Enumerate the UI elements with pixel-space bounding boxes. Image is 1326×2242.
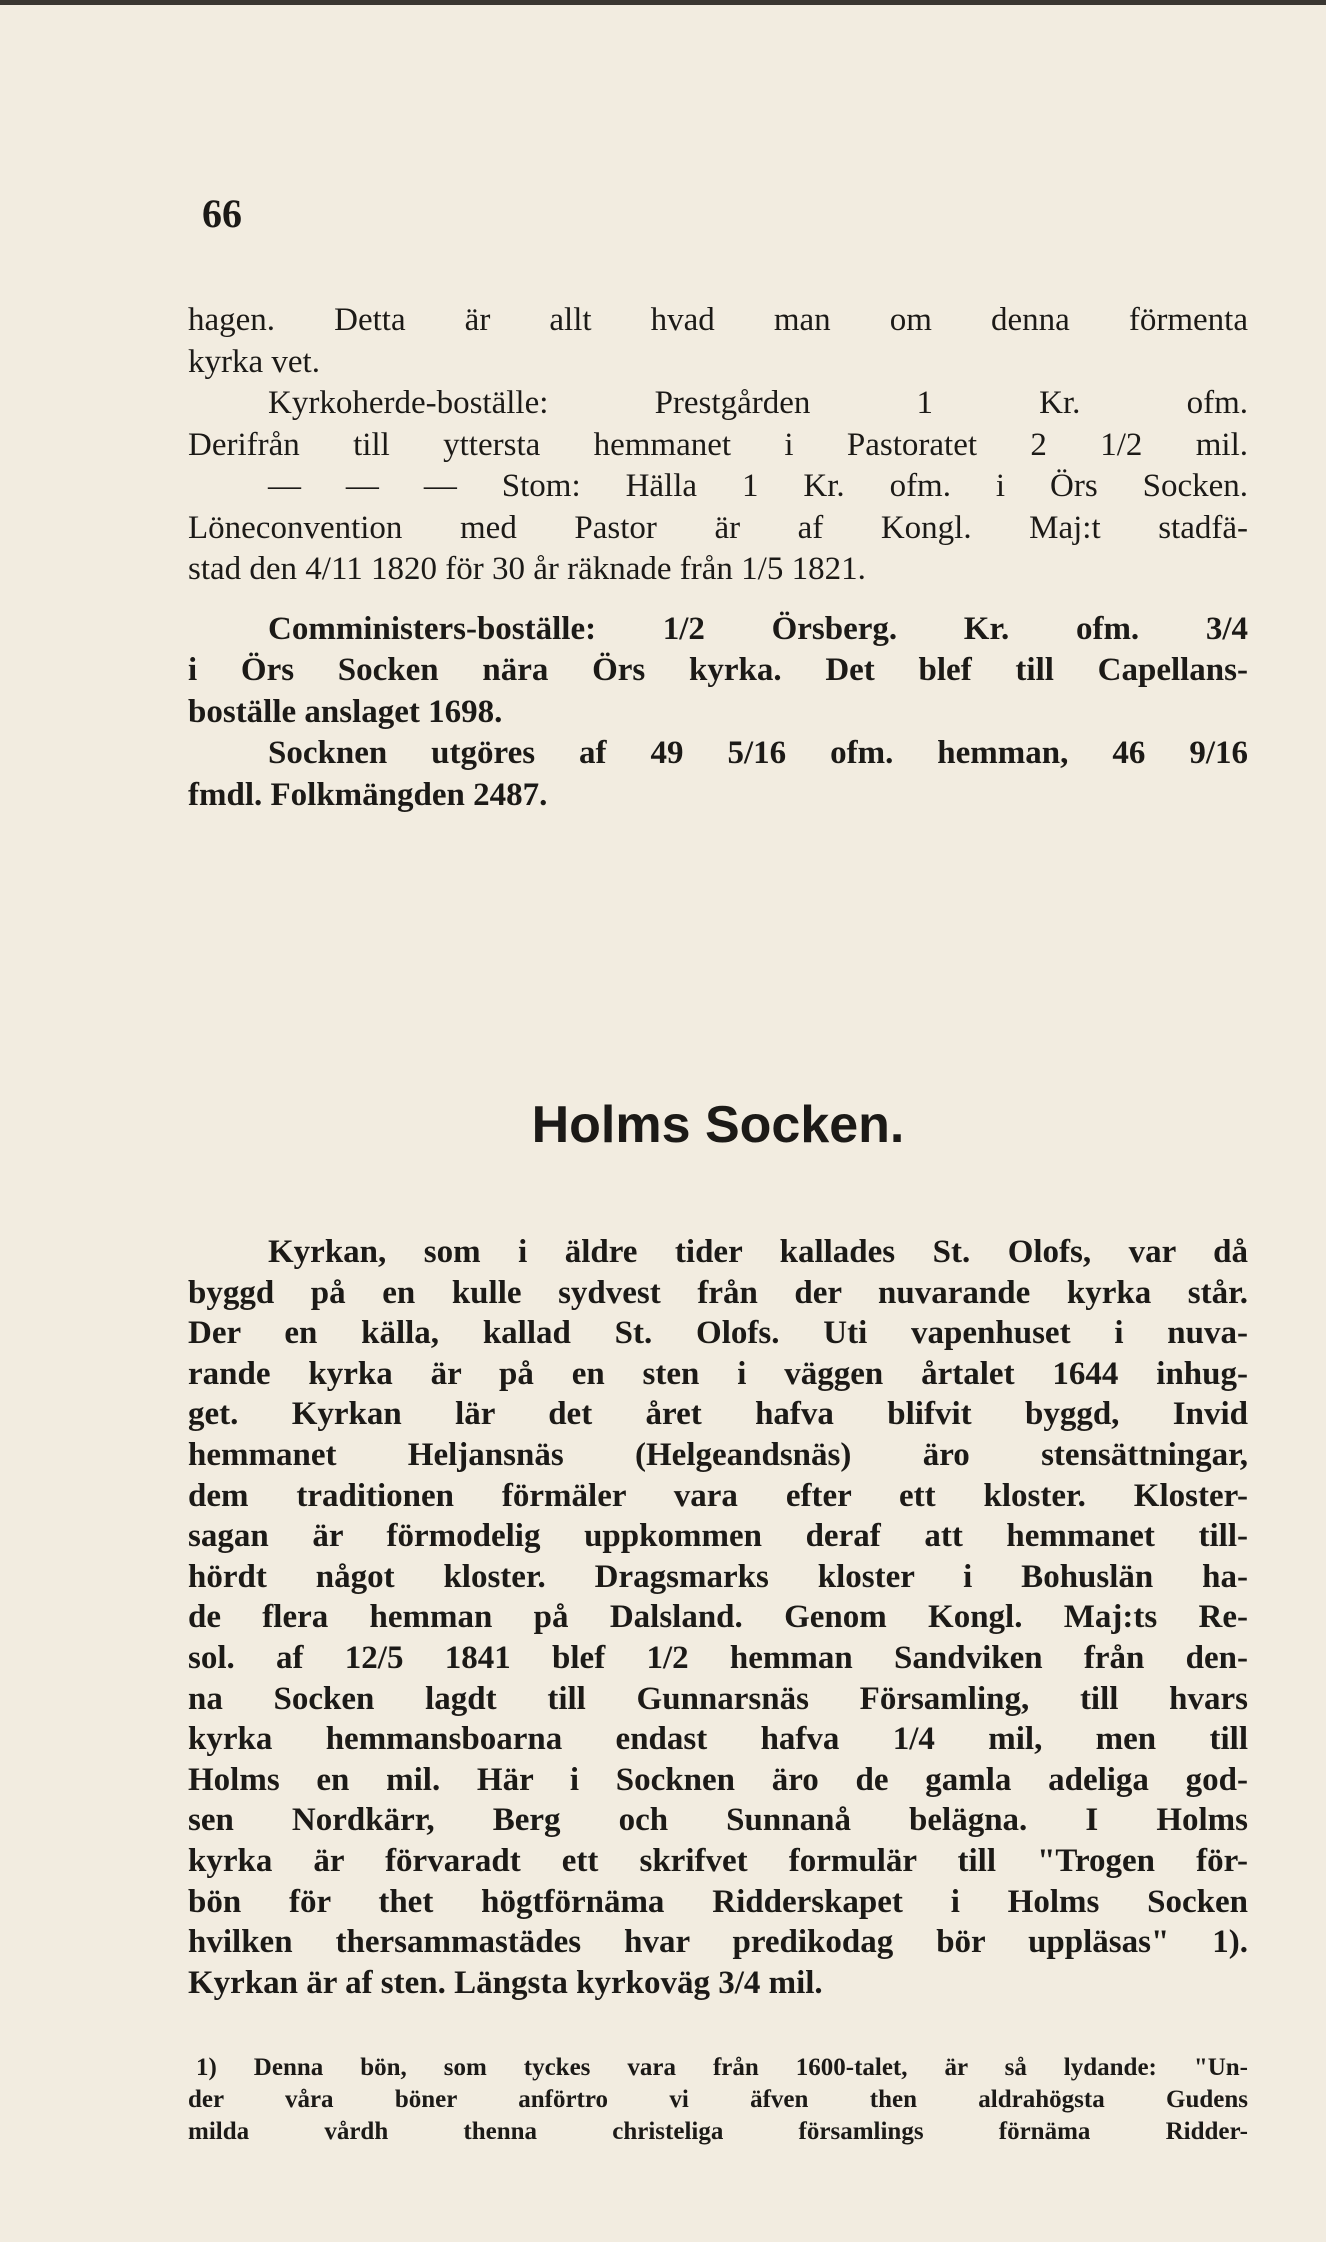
text-line: byggd på en kulle sydvest från der nuvarande kyrka står. xyxy=(188,1274,1248,1311)
text-line: boställe anslaget 1698. xyxy=(188,693,503,730)
text-line: sen Nordkärr, Berg och Sunnanå belägna. I Holms xyxy=(188,1802,1248,1839)
text-line: kyrka hemmansboarna endast hafva 1/4 mil, men till xyxy=(188,1721,1248,1758)
text-line: Kyrkan är af sten. Längsta kyrkoväg 3/4 mil. xyxy=(188,1964,823,2001)
text-line: — — — Stom: Hälla 1 Kr. ofm. i Örs Socken. xyxy=(268,468,1248,504)
text-line: Der en källa, kallad St. Olofs. Uti vapenhuset i nuva- xyxy=(188,1315,1248,1352)
text-line: Kyrkan, som i äldre tider kallades St. Olofs, var då xyxy=(268,1234,1248,1270)
page-top-edge xyxy=(0,0,1326,5)
text-line: Socknen utgöres af 49 5/16 ofm. hemman, 46 9/16 xyxy=(268,735,1248,771)
text-line: hemmanet Heljansnäs (Helgeandsnäs) äro stensättningar, xyxy=(188,1436,1248,1473)
section-heading: Holms Socken. xyxy=(531,1096,905,1154)
text-line: kyrka är förvaradt ett skrifvet formulär till "Trogen för- xyxy=(188,1842,1248,1879)
text-line: Comministers-boställe: 1/2 Örsberg. Kr. ofm. 3/4 xyxy=(268,610,1248,647)
text-line: get. Kyrkan lär det året hafva blifvit byggd, Invid xyxy=(188,1396,1248,1433)
page-number: 66 xyxy=(202,191,242,236)
footnote-line: der våra böner anförtro vi äfven then aldrahögsta Gudens xyxy=(188,2086,1248,2113)
text-line: fmdl. Folkmängden 2487. xyxy=(188,776,548,813)
text-line: i Örs Socken nära Örs kyrka. Det blef till Capellans- xyxy=(188,652,1248,688)
text-line: hagen. Detta är allt hvad man om denna förmenta xyxy=(188,302,1248,338)
footnote xyxy=(188,2052,1248,2148)
text-line: Derifrån till yttersta hemmanet i Pastoratet 2 1/2 mil. xyxy=(188,426,1248,463)
footnote-line: milda vårdh thenna christeliga församlings förnäma Ridder- xyxy=(188,2118,1248,2145)
text-line: sagan är förmodelig uppkommen deraf att hemmanet till- xyxy=(188,1518,1248,1555)
text-line: dem traditionen förmäler vara efter ett kloster. Kloster- xyxy=(188,1477,1248,1514)
text-line: rande kyrka är på en sten i väggen årtalet 1644 inhug- xyxy=(188,1355,1248,1392)
section-body xyxy=(188,1232,1248,2003)
footnote-line: 1) Denna bön, som tyckes vara från 1600-talet, är så lydande: "Un- xyxy=(196,2054,1248,2081)
text-line: stad den 4/11 1820 för 30 år räknade från 1/5 1821. xyxy=(188,551,866,587)
text-line: Holms en mil. Här i Socknen äro de gamla adeliga god- xyxy=(188,1761,1248,1798)
text-line: hvilken thersammastädes hvar predikodag bör uppläsas" 1). xyxy=(188,1924,1248,1961)
text-line: hördt något kloster. Dragsmarks kloster i Bohuslän ha- xyxy=(188,1558,1248,1595)
text-line: Löneconvention med Pastor är af Kongl. Maj:t stadfä- xyxy=(188,509,1248,546)
paragraph-group-1 xyxy=(188,300,1248,591)
text-line: bön för thet högtförnäma Ridderskapet i Holms Socken xyxy=(188,1883,1248,1920)
paragraph-group-2 xyxy=(188,609,1248,817)
text-block-top xyxy=(188,300,1248,816)
text-line: Kyrkoherde-boställe: Prestgården 1 Kr. ofm. xyxy=(268,385,1248,421)
text-line: na Socken lagdt till Gunnarsnäs Församling, till hvars xyxy=(188,1680,1248,1717)
text-line: kyrka vet. xyxy=(188,343,320,380)
text-line: sol. af 12/5 1841 blef 1/2 hemman Sandviken från den- xyxy=(188,1639,1248,1676)
text-line: de flera hemman på Dalsland. Genom Kongl. Maj:ts Re- xyxy=(188,1599,1248,1636)
paragraph-gap xyxy=(188,591,1248,609)
